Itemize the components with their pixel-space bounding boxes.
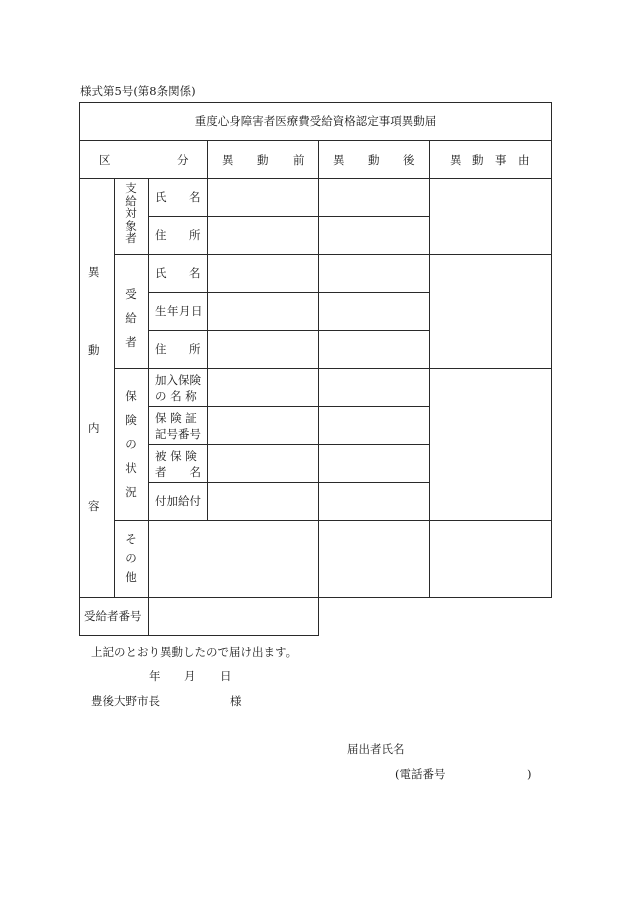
field-after-address-a[interactable] (319, 217, 428, 253)
field-after-birthdate[interactable] (319, 293, 428, 329)
group-shikyu-taishosha: 支 給 対 象 者 (125, 181, 137, 245)
form-title: 重度心身障害者医療費受給資格認定事項異動届 (194, 114, 437, 128)
field-before-address-a[interactable] (208, 217, 317, 253)
field-reason-jukyu[interactable] (430, 255, 550, 367)
group-jukyusha: 受 給 者 (125, 287, 137, 349)
form-number-label: 様式第5号(第8条関係) (80, 84, 196, 98)
field-after-address-b[interactable] (319, 331, 428, 367)
recipient-number-field[interactable] (149, 598, 317, 634)
phone-close-paren: ) (527, 767, 532, 781)
addressee-honorific: 様 (230, 694, 242, 708)
group-sonota: そ の 他 (125, 532, 137, 584)
row-label-birthdate: 生年月日 (155, 304, 203, 318)
phone-label: (電話番号 (395, 767, 446, 781)
field-after-name-b[interactable] (319, 255, 428, 291)
field-reason-other[interactable] (430, 521, 550, 596)
field-reason-shikyu[interactable] (430, 179, 550, 253)
field-reason-hoken[interactable] (430, 369, 550, 519)
group-hoken-jokyo: 保 険 の 状 況 (125, 389, 137, 499)
applicant-name-label: 届出者氏名 (347, 742, 405, 756)
field-after-other[interactable] (319, 521, 428, 596)
row-label-additional-benefit: 付加給付 (155, 494, 201, 508)
addressee-name: 豊後大野市長 (91, 694, 160, 708)
field-before-other[interactable] (149, 521, 317, 596)
field-after-name-a[interactable] (319, 179, 428, 215)
field-before-name-b[interactable] (208, 255, 317, 291)
field-before-name-a[interactable] (208, 179, 317, 215)
field-before-address-b[interactable] (208, 331, 317, 367)
field-before-birthdate[interactable] (208, 293, 317, 329)
statement-text: 上記のとおり異動したので届け出ます。 (91, 645, 298, 659)
recipient-number-label: 受給者番号 (84, 609, 142, 623)
